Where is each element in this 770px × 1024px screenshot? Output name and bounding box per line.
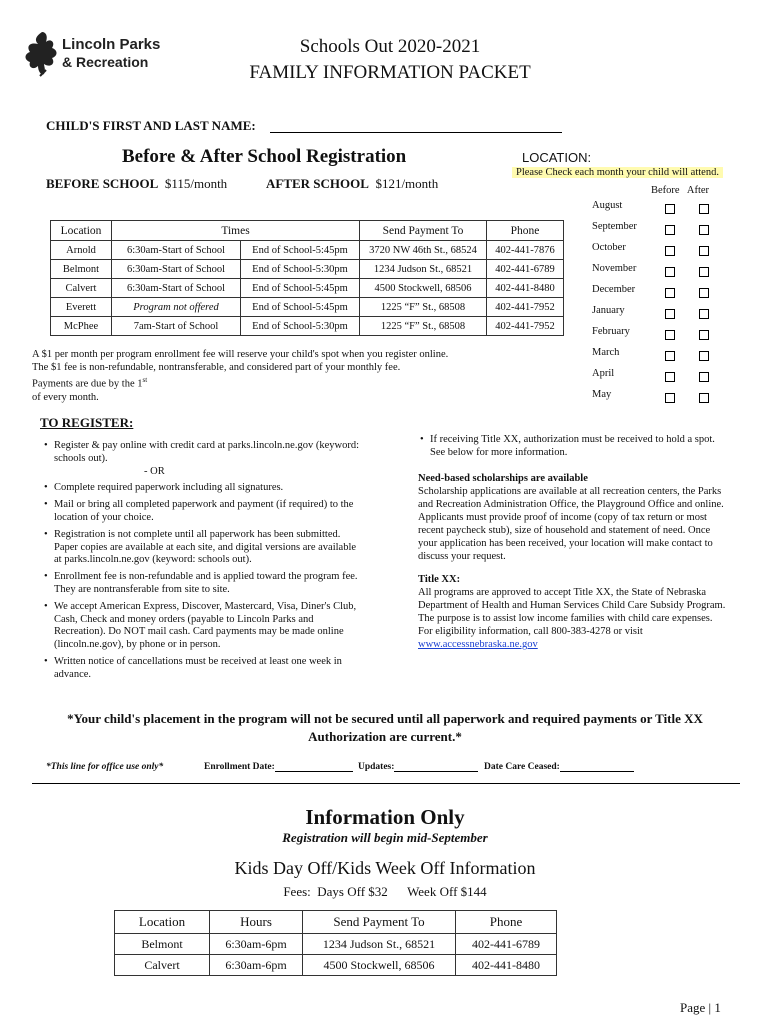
cell-hours: 6:30am-6pm (210, 934, 303, 955)
page-title: Schools Out 2020-2021 (299, 36, 481, 57)
fee-note-due: Payments are due by the 1 (32, 378, 143, 390)
enrollment-date-input[interactable] (275, 771, 353, 772)
before-checkbox[interactable] (665, 330, 675, 340)
after-school-label: AFTER SCHOOL (266, 176, 369, 191)
list-item: • If receiving Title XX, authorization must be received to hold a spot. See below for more information. (418, 434, 728, 460)
registration-heading: Before & After School Registration (122, 146, 407, 167)
before-school-fee (46, 176, 227, 192)
col-payment: Send Payment To (303, 911, 456, 934)
cell-location: Calvert (115, 955, 210, 976)
location-label: LOCATION: (522, 150, 592, 165)
table-row (51, 298, 564, 317)
cell-end: End of School-5:45pm (241, 298, 360, 317)
col-location: Location (115, 911, 210, 934)
scholarship-text: Scholarship applications are available at all recreation centers, the Parks and Recreation Administration Office, the Playground Office and online. Applicants must provide proof of income (copy of tax return or most recent paycheck stub), size of household and statement of need. Once your application has been received, your location will make contact to discuss your request. (418, 486, 724, 562)
kids-day-off-title: Kids Day Off/Kids Week Off Information (234, 858, 536, 878)
before-checkbox[interactable] (665, 393, 675, 403)
after-column-label: After (686, 185, 710, 196)
col-hours: Hours (210, 911, 303, 934)
month-label: August (592, 200, 623, 211)
fee-note-sup: st (142, 376, 148, 384)
month-row-august (592, 200, 732, 221)
month-label: September (592, 221, 637, 232)
updates-field (358, 762, 478, 772)
cell-phone: 402-441-6789 (487, 260, 564, 279)
after-checkbox[interactable] (699, 225, 709, 235)
scholarship-section (418, 472, 728, 651)
list-item: • Enrollment fee is non-refundable and is applied toward the program fee. They are nontransferable from site to site. (42, 571, 364, 597)
after-checkbox[interactable] (699, 288, 709, 298)
before-checkbox[interactable] (665, 225, 675, 235)
before-checkbox[interactable] (665, 246, 675, 256)
month-label: April (592, 368, 615, 379)
month-row-december (592, 284, 732, 305)
info-only-title: Information Only (305, 805, 465, 829)
fee-note-line3 (32, 374, 502, 391)
child-name-field[interactable] (270, 132, 562, 133)
cell-phone: 402-441-6789 (456, 934, 557, 955)
cell-location: Belmont (115, 934, 210, 955)
table-header-row (115, 911, 557, 934)
after-checkbox[interactable] (699, 246, 709, 256)
title-xx-body (418, 586, 728, 651)
month-check-instruction: Please Check each month your child will attend. (512, 167, 723, 178)
cell-payment: 4500 Stockwell, 68506 (360, 279, 487, 298)
title-xx-bullet-list (418, 434, 728, 464)
cell-start: 7am-Start of School (112, 317, 241, 336)
info-subtitle: Registration will begin mid-September (282, 830, 488, 845)
table-row (51, 260, 564, 279)
date-care-ceased-field (484, 762, 634, 772)
col-phone: Phone (456, 911, 557, 934)
logo-line1: Lincoln Parks (62, 36, 161, 53)
access-nebraska-link[interactable]: www.accessnebraska.ne.gov (418, 639, 538, 650)
before-school-label: BEFORE SCHOOL (46, 176, 159, 191)
cell-phone: 402-441-8480 (487, 279, 564, 298)
before-after-schedule-table (50, 220, 564, 336)
after-checkbox[interactable] (699, 372, 709, 382)
col-payment: Send Payment To (360, 221, 487, 241)
date-care-ceased-input[interactable] (560, 771, 634, 772)
cell-phone: 402-441-7952 (487, 317, 564, 336)
table-row (51, 317, 564, 336)
enrollment-date-label: Enrollment Date: (204, 762, 275, 772)
month-label: February (592, 326, 630, 337)
lincoln-parks-logo (22, 30, 182, 82)
after-checkbox[interactable] (699, 204, 709, 214)
after-checkbox[interactable] (699, 309, 709, 319)
after-checkbox[interactable] (699, 267, 709, 277)
before-column-label: Before (651, 185, 680, 196)
child-name-label: CHILD'S FIRST AND LAST NAME: (46, 118, 256, 133)
month-label: January (592, 305, 625, 316)
month-label: December (592, 284, 636, 295)
page-number: Page | 1 (680, 1000, 721, 1015)
cell-start: 6:30am-Start of School (112, 279, 241, 298)
register-steps-list (42, 440, 364, 686)
table-row (51, 279, 564, 298)
month-label: March (592, 347, 620, 358)
month-row-march (592, 347, 732, 368)
fee-note-line2: The $1 fee is non-refundable, nontransferable, and considered part of your monthly fee. (32, 362, 401, 373)
list-item: • We accept American Express, Discover, Mastercard, Visa, Diner's Club, Cash, Check and money orders (payable to Lincoln Parks and Recreation). Do NOT mail cash. Card payments may be made online (lincoln.ne.gov), by phone or in person. (42, 601, 364, 652)
kids-fees: Fees: Days Off $32 Week Off $144 (283, 884, 487, 899)
month-row-may (592, 389, 732, 410)
col-times: Times (112, 221, 360, 241)
cell-location: McPhee (51, 317, 112, 336)
month-checklist (592, 200, 732, 410)
cell-payment: 1225 “F” St., 68508 (360, 298, 487, 317)
before-checkbox[interactable] (665, 267, 675, 277)
oak-leaf-icon (22, 30, 62, 78)
table-row (115, 934, 557, 955)
enrollment-fee-note (32, 348, 502, 404)
placement-warning: *Your child's placement in the program will not be secured until all paperwork and required payments or Title XX Authorization are current.* (67, 711, 703, 744)
table-row (115, 955, 557, 976)
scholarship-heading: Need-based scholarships are available (418, 473, 588, 484)
cell-location: Belmont (51, 260, 112, 279)
updates-label: Updates: (358, 762, 395, 772)
before-checkbox[interactable] (665, 309, 675, 319)
before-school-price: $115/month (164, 176, 228, 191)
page-subtitle: FAMILY INFORMATION PACKET (249, 62, 531, 83)
cell-payment: 4500 Stockwell, 68506 (303, 955, 456, 976)
fee-note-line1: A $1 per month per program enrollment fee will reserve your child's spot when you register online. (32, 349, 449, 360)
table-row (51, 241, 564, 260)
cell-payment: 3720 NW 46th St., 68524 (360, 241, 487, 260)
cell-location: Everett (51, 298, 112, 317)
cell-start: 6:30am-Start of School (112, 260, 241, 279)
title-xx-text: All programs are approved to accept Title XX, the State of Nebraska Department of Health and Human Services Child Care Subsidy Program. The purpose is to assist low income families with child care expenses. For eligibility information, call 800-383-4278 or visit (418, 587, 726, 637)
after-checkbox[interactable] (699, 393, 709, 403)
month-row-november (592, 263, 732, 284)
cell-end: End of School-5:30pm (241, 260, 360, 279)
cell-end: End of School-5:45pm (241, 279, 360, 298)
before-checkbox[interactable] (665, 288, 675, 298)
month-label: October (592, 242, 626, 253)
to-register-heading: TO REGISTER: (40, 415, 134, 430)
office-use-note: *This line for office use only* (46, 762, 164, 772)
cell-phone: 402-441-8480 (456, 955, 557, 976)
after-checkbox[interactable] (699, 351, 709, 361)
before-checkbox[interactable] (665, 372, 675, 382)
date-care-ceased-label: Date Care Ceased: (484, 762, 560, 772)
cell-phone: 402-441-7952 (487, 298, 564, 317)
logo-line2: & Recreation (62, 54, 149, 70)
col-phone: Phone (487, 221, 564, 241)
title-xx-heading: Title XX: (418, 574, 461, 585)
month-row-february (592, 326, 732, 347)
before-checkbox[interactable] (665, 204, 675, 214)
section-divider (32, 783, 740, 784)
table-header-row (51, 221, 564, 241)
cell-payment: 1234 Judson St., 68521 (360, 260, 487, 279)
after-school-fee (266, 176, 438, 192)
cell-start: Program not offered (112, 298, 241, 317)
col-location: Location (51, 221, 112, 241)
month-label: May (592, 389, 612, 400)
list-item: • Registration is not complete until all paperwork has been submitted. Paper copies are available at each site, and digital versions are available at parks.lincoln.ne.gov (keyword: schools out). (42, 529, 364, 567)
cell-hours: 6:30am-6pm (210, 955, 303, 976)
cell-end: End of School-5:45pm (241, 241, 360, 260)
month-row-january (592, 305, 732, 326)
cell-end: End of School-5:30pm (241, 317, 360, 336)
list-item: • Mail or bring all completed paperwork and payment (if required) to the location of your choice. (42, 499, 364, 525)
month-label: November (592, 263, 637, 274)
cell-payment: 1225 “F” St., 68508 (360, 317, 487, 336)
cell-start: 6:30am-Start of School (112, 241, 241, 260)
cell-payment: 1234 Judson St., 68521 (303, 934, 456, 955)
enrollment-date-field (204, 762, 353, 772)
month-row-october (592, 242, 732, 263)
after-checkbox[interactable] (699, 330, 709, 340)
before-checkbox[interactable] (665, 351, 675, 361)
month-row-september (592, 221, 732, 242)
cell-phone: 402-441-7876 (487, 241, 564, 260)
kids-day-off-table (114, 910, 557, 976)
after-school-price: $121/month (375, 176, 439, 191)
list-item (42, 440, 364, 478)
before-after-header (651, 185, 709, 196)
cell-location: Arnold (51, 241, 112, 260)
cell-location: Calvert (51, 279, 112, 298)
fee-note-line4: of every month. (32, 391, 99, 403)
register-online-text: Register & pay online with credit card at parks.lincoln.ne.gov (keyword: schools out). (54, 440, 359, 464)
updates-input[interactable] (394, 771, 478, 772)
month-row-april (592, 368, 732, 389)
list-item: • Complete required paperwork including all signatures. (42, 482, 364, 495)
list-item: • Written notice of cancellations must be received at least one week in advance. (42, 656, 364, 682)
or-divider: - OR (144, 465, 165, 477)
